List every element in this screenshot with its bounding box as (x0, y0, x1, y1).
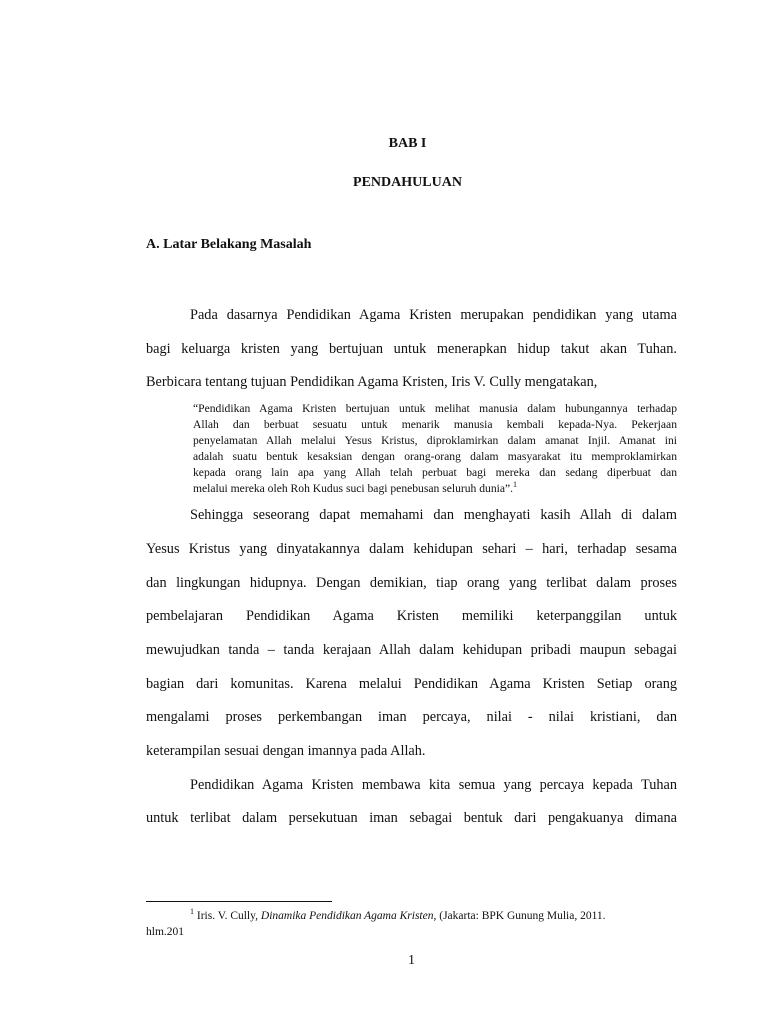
quote-line-1: “Pendidikan Agama Kristen bertujuan untuk melihat manusia dalam hubungannya terhadap (193, 402, 677, 415)
footnote-line-1 (146, 908, 677, 924)
paragraph-2-line-5: mewujudkan tanda – tanda kerajaan Allah dalam kehidupan pribadi maupun sebagai (146, 642, 677, 658)
block-quote (193, 401, 677, 497)
paragraph-1-line-3: Berbicara tentang tujuan Pendidikan Agama Kristen, Iris V. Cully mengatakan, (146, 374, 598, 390)
paragraph-3-line-2: untuk terlibat dalam persekutuan iman sebagai bentuk dari pengakuanya dimana (146, 810, 677, 826)
quote-line-4: adalah suatu bentuk kesaksian dengan orang-orang dalam masyarakat itu memproklamirkan (193, 450, 677, 463)
quote-line-5: kepada orang lain apa yang Allah telah perbuat bagi mereka dan sedang diperbuat dan (193, 466, 677, 479)
footnote-publisher: , (Jakarta: BPK Gunung Mulia, 2011. (433, 910, 606, 922)
quote-line-2: Allah dan berbuat sesuatu untuk menarik manusia kembali kepada-Nya. Pekerjaan (193, 418, 677, 431)
chapter-number: BAB I (388, 136, 427, 151)
section-heading: A. Latar Belakang Masalah (146, 237, 312, 252)
paragraph-2-line-8: keterampilan sesuai dengan imannya pada Allah. (146, 743, 426, 759)
quote-footnote-mark[interactable]: 1 (513, 480, 518, 490)
chapter-title: PENDAHULUAN (353, 175, 462, 190)
paragraph-1-line-2: bagi keluarga kristen yang bertujuan untuk menerapkan hidup takut akan Tuhan. (146, 341, 677, 357)
paragraph-3-line-1: Pendidikan Agama Kristen membawa kita semua yang percaya kepada Tuhan (190, 777, 677, 793)
quote-line-6 (193, 481, 677, 497)
footnote-separator (146, 901, 332, 902)
footnote (146, 908, 677, 940)
paragraph-2-line-6: bagian dari komunitas. Karena melalui Pendidikan Agama Kristen Setiap orang (146, 676, 677, 692)
paragraph-2-line-7: mengalami proses perkembangan iman percaya, nilai - nilai kristiani, dan (146, 709, 677, 725)
quote-line-3: penyelamatan Allah melalui Yesus Kristus, diproklamirkan dalam amanat Injil. Amanat ini (193, 434, 677, 447)
paragraph-2-line-4: pembelajaran Pendidikan Agama Kristen memiliki keterpanggilan untuk (146, 608, 677, 624)
footnote-mark: 1 (190, 907, 194, 917)
quote-line-6-text: melalui mereka oleh Roh Kudus suci bagi penebusan seluruh dunia”. (193, 482, 514, 495)
paragraph-1-line-1: Pada dasarnya Pendidikan Agama Kristen merupakan pendidikan yang utama (190, 307, 677, 323)
footnote-book-title: Dinamika Pendidikan Agama Kristen (260, 910, 434, 922)
footnote-line-2: hlm.201 (146, 926, 185, 938)
paragraph-2-line-3: dan lingkungan hidupnya. Dengan demikian, tiap orang yang terlibat dalam proses (146, 575, 677, 591)
page-number: 1 (408, 953, 415, 968)
footnote-author: Iris. V. Cully, (194, 910, 261, 922)
paragraph-2-line-1: Sehingga seseorang dapat memahami dan menghayati kasih Allah di dalam (190, 507, 677, 523)
paragraph-2-line-2: Yesus Kristus yang dinyatakannya dalam kehidupan sehari – hari, terhadap sesama (146, 541, 677, 557)
